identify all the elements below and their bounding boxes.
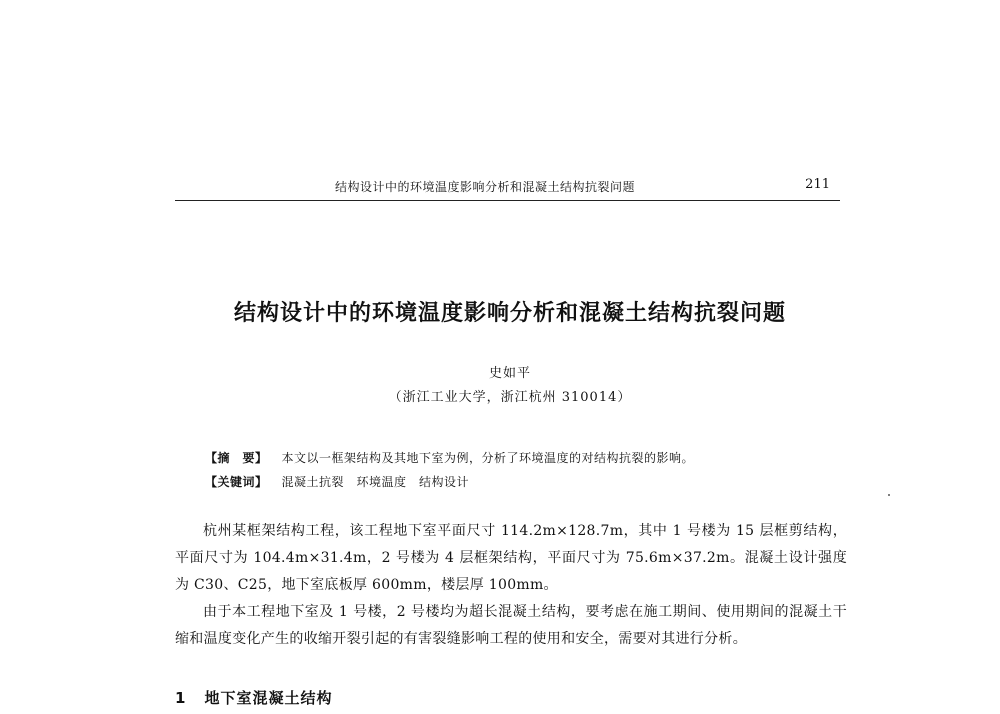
page-number: 211: [805, 177, 830, 192]
running-header: [175, 176, 840, 201]
section-heading: [175, 687, 332, 708]
section-title: 地下室混凝土结构: [204, 689, 333, 707]
body-paragraph: 由于本工程地下室及 1 号楼，2 号楼均为超长混凝土结构，要考虑在施工期间、使用期间的混凝土干缩和温度变化产生的收缩开裂引起的有害裂缝影响工程的使用和安全，需要对其进行分析。: [175, 604, 847, 647]
abstract-text: 本文以一框架结构及其地下室为例，分析了环境温度的对结构抗裂的影响。: [281, 451, 695, 465]
section-number: 1: [175, 689, 187, 707]
author-affiliation: （浙江工业大学，浙江杭州 310014）: [388, 390, 632, 405]
running-title: 结构设计中的环境温度影响分析和混凝土结构抗裂问题: [335, 180, 636, 194]
keywords: [205, 473, 469, 490]
author-name: 史如平: [488, 366, 531, 381]
keywords-label: 【关键词】: [205, 475, 268, 489]
keywords-text: 混凝土抗裂 环境温度 结构设计: [281, 475, 470, 489]
abstract: [205, 449, 694, 466]
paper-title: 结构设计中的环境温度影响分析和混凝土结构抗裂问题: [233, 301, 786, 326]
scan-speck: [888, 494, 890, 496]
body-text: [175, 518, 847, 653]
abstract-label: 【摘 要】: [205, 451, 268, 465]
body-paragraph: 杭州某框架结构工程，该工程地下室平面尺寸 114.2m×128.7m，其中 1 号楼为 15 层框剪结构，平面尺寸为 104.4m×31.4m，2 号楼为 4 层框架结构，平面尺寸为 75.6m×37.2m。混凝土设计强度为 C30、C25，地下室底板厚 600mm，楼层厚 100mm。: [175, 523, 847, 593]
